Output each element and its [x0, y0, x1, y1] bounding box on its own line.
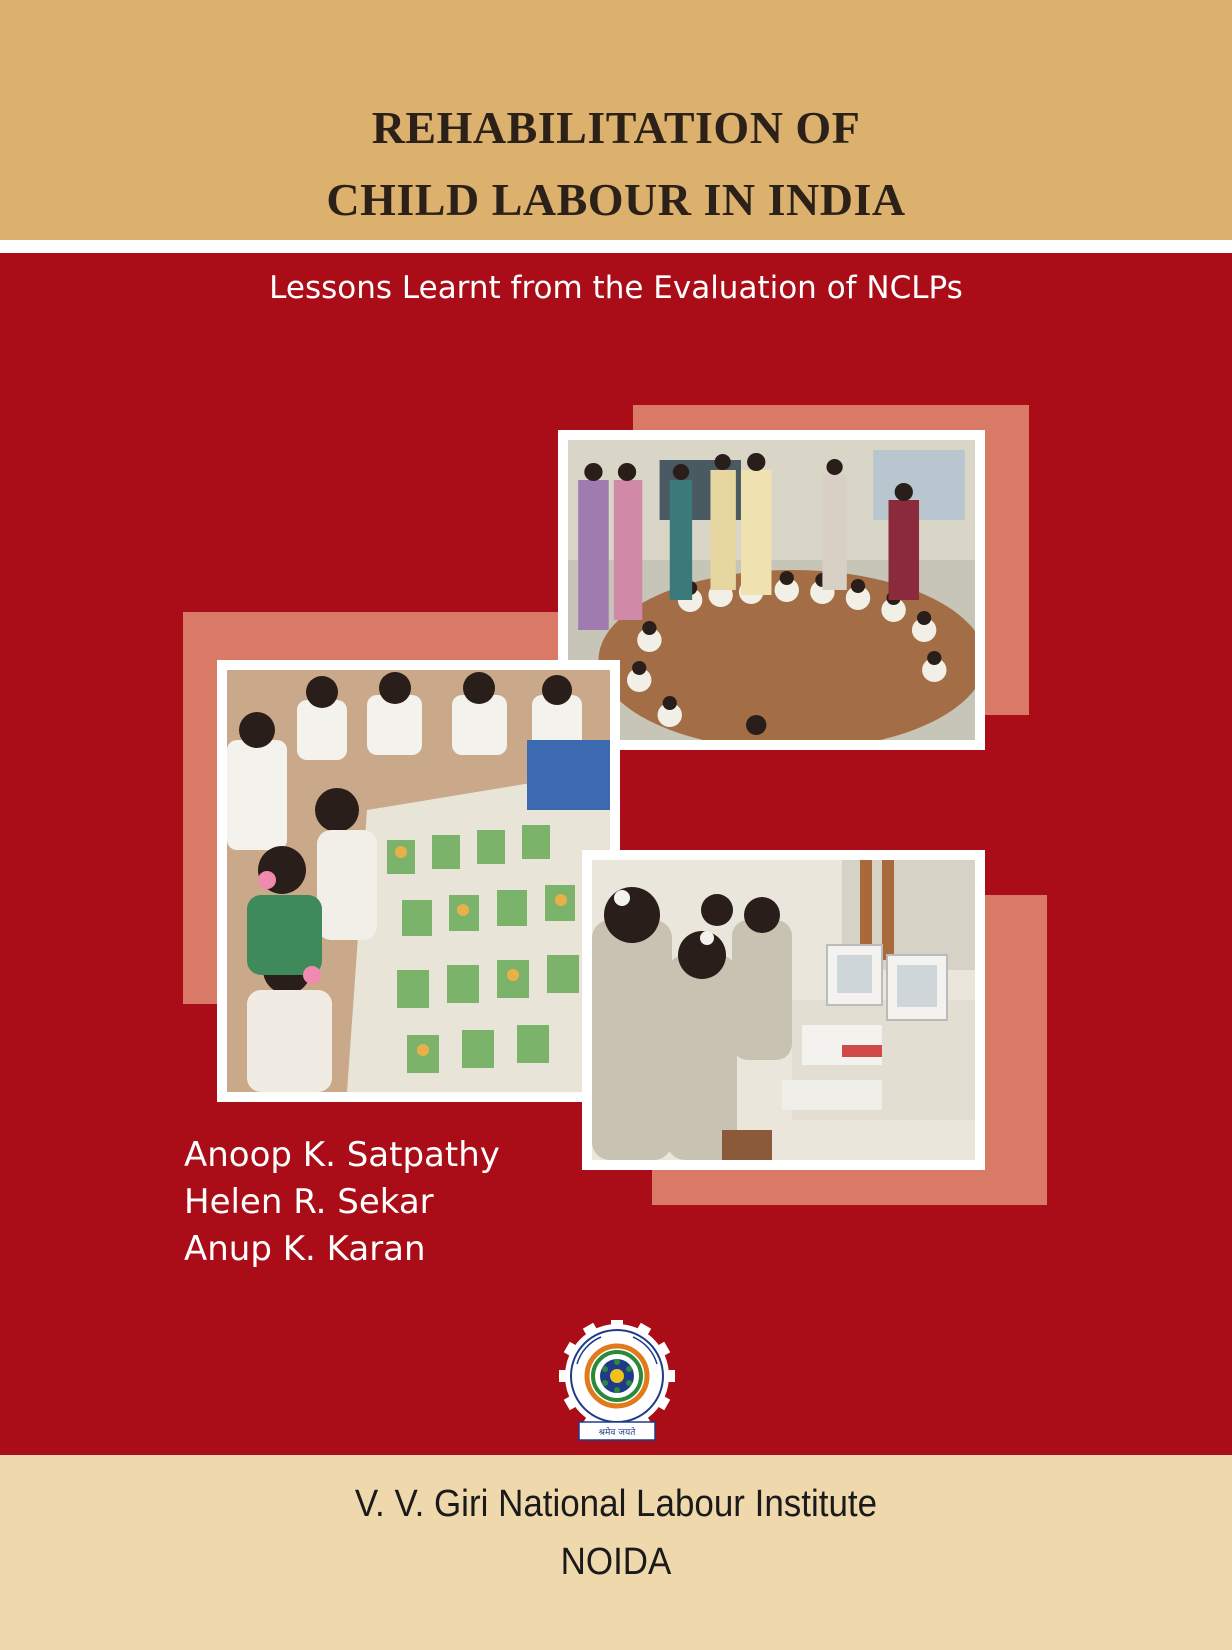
- photo-children-drawing-image: [227, 670, 610, 1092]
- author-name: Helen R. Sekar: [184, 1182, 434, 1222]
- photo-computer-lab: [582, 850, 985, 1170]
- book-subtitle: Lessons Learnt from the Evaluation of NCLPs: [269, 270, 963, 306]
- publisher-block: [49, 1475, 1182, 1591]
- author-list: [184, 1132, 500, 1273]
- book-title: [0, 92, 1232, 236]
- author-name: Anup K. Karan: [184, 1229, 426, 1269]
- photo-classroom-gathering-image: [568, 440, 975, 740]
- photo-children-drawing: [217, 660, 620, 1102]
- divider-rule: [0, 240, 1232, 253]
- publisher-name: V. V. Giri National Labour Institute: [354, 1483, 878, 1525]
- title-line-1: REHABILITATION OF: [371, 102, 861, 153]
- photo-classroom-gathering: [558, 430, 985, 750]
- photo-computer-lab-image: [592, 860, 975, 1160]
- title-line-2: CHILD LABOUR IN INDIA: [326, 174, 906, 225]
- institute-logo: [555, 1320, 679, 1444]
- publisher-city: NOIDA: [560, 1541, 672, 1583]
- author-name: Anoop K. Satpathy: [184, 1135, 500, 1175]
- logo-motto: श्रमेव जयते: [598, 1428, 636, 1438]
